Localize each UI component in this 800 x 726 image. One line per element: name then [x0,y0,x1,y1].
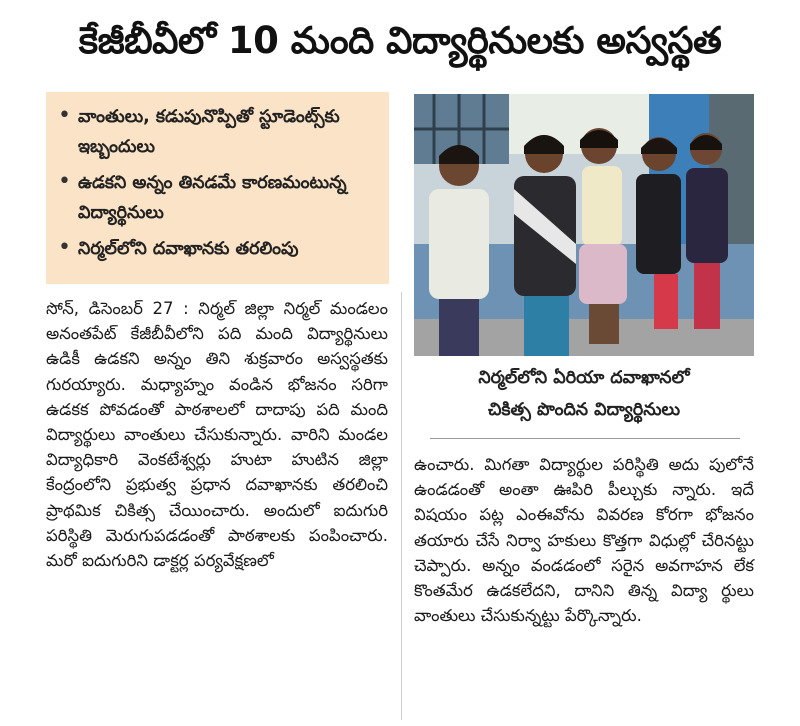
highlight-item [58,234,381,264]
highlight-text: ఉడకని అన్నం తినడమే కారణమంటున్న విద్యార్థినులు [78,173,347,223]
news-photo [414,94,754,356]
bullet-icon: • [58,103,71,128]
highlight-text: నిర్మల్‌లోని దవాఖానకు తరలింపు [78,239,299,259]
bullet-icon: • [58,235,71,260]
column-divider [401,292,402,720]
caption-line: చికిత్స పొందిన విద్యార్థినులు [487,400,681,420]
photo-caption [414,362,754,426]
highlight-item [58,168,381,228]
article-column-right: ఉంచారు. మిగతా విద్యార్థుల పరిస్థితి అదు పులోనే ఉండడంతో అంతా ఊపిరి పీల్చుకు న్నారు. ఇదే విషయం పట్ల ఎంఈవోను వివరణ కోరగా భోజనం తయారు చేసే నిర్వా హకులు కొత్తగా విధుల్లో చేరినట్టు చెప్పారు. అన్నం వండడంలో సరైన అవగాహన లేక కొంతమేర ఉడకలేదని, దానిని తిన్న విద్యా ర్థులు వాంతులు చేసుకున్నట్టు పేర్కొన్నారు. [414,455,754,626]
bullet-icon: • [58,169,71,194]
article-column-left: సోన్, డిసెంబర్ 27 : నిర్మల్ జిల్లా నిర్మల్ మండలం అనంతపేట్ కేజీబీవీలోని పది మంది విద్యార్థినులు ఉడికీ ఉడకని అన్నం తిని శుక్రవారం అస్వస్థతకు గురయ్యారు. మధ్యాహ్నం వండిన భోజనం సరిగా ఉడకక పోవడంతో పాఠశాలలో దాదాపు పది మంది విద్యార్థులు వాంతులు చేసుకున్నారు. వారిని మండల విద్యాధికారి వెంకటేశ్వర్లు హుటా హుటిన జిల్లా కేంద్రంలోని ప్రభుత్వ ప్రధాన దవాఖానకు తరలించి ప్రాథమిక చికిత్స చేయించారు. అందులో ఐదుగురి పరిస్థితి మెరుగుపడడంతో పాఠశాలకు పంపించారు. మరో ఐదుగురిని డాక్టర్ల పర్యవేక్షణలో [46,299,388,571]
highlight-item [58,102,381,162]
headline: కేజీబీవీలో 10 మంది విద్యార్థినులకు అస్వస్థత [78,19,722,62]
caption-line: నిర్మల్‌లోని ఏరియా దవాఖానలో [478,368,690,388]
caption-divider [430,438,740,439]
highlights-box [46,92,389,284]
highlight-text: వాంతులు, కడుపునొప్పితో స్టూడెంట్స్‌కు ఇబ్బందులు [78,107,340,157]
